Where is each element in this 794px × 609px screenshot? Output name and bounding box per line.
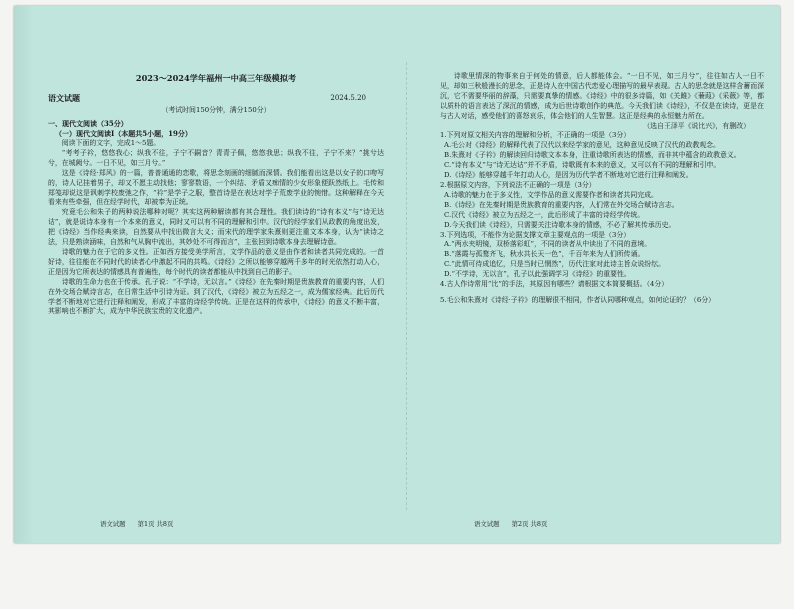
left-page [48, 6, 384, 543]
scanned-exam-sheet [14, 6, 780, 543]
exam-date: 2024.5.20 [330, 94, 366, 102]
answer-option: C.汉代《诗经》被立为五经之一，此后形成了丰富的诗经学传统。 [444, 210, 645, 219]
question-stem: 2.根据原文内容，下列说法不正确的一项是（3分） [440, 180, 596, 189]
question-stem: 5.毛公和朱熹对《诗经·子衿》的理解很不相同，作者认同哪种观点，如何论证的？（6分） [440, 295, 715, 304]
passage-paragraph: 诗歌的生命力也在于传承。孔子说：“不学诗，无以言。”《诗经》在先秦时期是贵族教育的重要内容，人们在外交场合赋诗言志，在日常生活中引诗为证。到了汉代，《诗经》被立为五经之一，成为儒家经典。此后历代学者不断地对它进行注释和阐发，形成了丰富的诗经学传统。正是在这样的传承中，《诗经》的意义不断丰富，其影响也不断扩大，成为中华民族宝贵的文化遗产。 [48, 277, 384, 316]
passage-paragraph: 诗歌的魅力在于它的多义性。正如西方接受美学所言，文学作品的意义是由作者和读者共同完成的。一首好诗，往往能在不同时代的读者心中激起不同的共鸣。《诗经》之所以能够穿越两千多年的时光依然打动人心，正是因为它所表达的情感具有普遍性，每个时代的读者都能从中找到自己的影子。 [48, 247, 384, 276]
page-fold-shadow [14, 6, 34, 543]
answer-option: A.毛公对《诗经》的解释代表了汉代以来经学家的意见，这种意见反映了汉代的政教观念。 [444, 141, 720, 150]
question-stem: 4.古人作诗常用“比”的手法，其原因有哪些？请根据文本简要概括。（4分） [440, 280, 669, 289]
answer-option: A.“两水夹明镜，双桥落彩虹”，不同的读者从中读出了不同的意境。 [444, 240, 652, 249]
subject-title: 语文试题 [48, 93, 80, 103]
answer-option: B.朱熹对《子衿》的解读回归诗歌文本本身，注重诗歌所表达的情感，而非其中蕴含的政教意义。 [444, 151, 741, 160]
footer-label: 语文试题 [474, 520, 500, 528]
exam-info: （考试时间150分钟，满分150分） [161, 106, 271, 114]
left-page-footer [100, 520, 183, 529]
passage-paragraph: 这是《诗经·郑风》的一篇，普普通通的恋歌，将思念刻画的细腻而深情。我们能看出这是以女子的口吻写的，诗人记挂着男子，却又不愿主动找他；寥寥数语，一个纠结、矛盾又痴情的少女形象便跃然纸上。毛传和郑笺却说这是讽刺学校废弛之作，“衿”是学子之服，整首诗是在表达对学子荒废学业的惋惜。这种解释在今天看来有些牵强，但在经学时代，却被奉为正统。 [48, 168, 384, 207]
question-stem: 3.下列选项，不能作为论据支撑文章主要观点的一项是（3分） [440, 230, 631, 239]
answer-option: C.“此情可待成追忆，只是当时已惘然”，历代注家对此诗主旨众说纷纭。 [444, 260, 665, 269]
answer-option: C.“诗有本义”与“诗无达诂”并不矛盾，诗歌既有本来的意义，又可以有不同的理解和引申。 [444, 161, 721, 170]
passage-paragraph: 究竟毛公和朱子的两种说法哪种对呢？其实这两种解读都有其合理性。我们读诗的“诗有本义”与“诗无达诂”，就是说诗本身有一个本来的意义，同时又可以有不同的理解和引申。汉代的经学家们从政教的角度出发，把《诗经》当作经典来读，自然要从中找出微言大义；而宋代的理学家朱熹则更注重文本本身，认为“读诗之法，只是熟读涵味，自然和气从胸中流出，其妙处不可得而言”，主张回到诗歌本身去理解诗意。 [48, 208, 384, 247]
passage-paragraph: “考考子衿，悠悠我心；纵我不往，子宁不嗣音？青青子佩，悠悠我思；纵我不往，子宁不来？”挑兮达兮，在城阙兮。一日不见，如三月兮。” [48, 148, 384, 167]
footer-label: 语文试题 [100, 520, 126, 528]
exam-subtitle [48, 92, 384, 104]
right-page [440, 6, 764, 609]
answer-option: A.诗歌的魅力在于多义性，文学作品的意义需要作者和读者共同完成。 [444, 190, 658, 199]
page-divider [406, 62, 407, 510]
answer-option: D.《诗经》能够穿越千年打动人心，是因为历代学者不断地对它进行注释和阐发。 [444, 171, 693, 180]
answer-option: D.“不学诗，无以言”，孔子以此强调学习《诗经》的重要性。 [444, 270, 631, 279]
footer-page-number: 第2页 共8页 [511, 520, 548, 528]
answer-option: B.《诗经》在先秦时期是贵族教育的重要内容，人们常在外交场合赋诗言志。 [444, 200, 679, 209]
subsection-heading: （一）现代文阅读Ⅰ（本题共5小题，19分） [55, 129, 192, 138]
section-heading: 一、现代文阅读（35分） [48, 119, 128, 128]
right-page-footer [474, 520, 557, 529]
passage-source: （选自王泽平《说比兴》，有删改） [643, 121, 750, 130]
answer-option: D.今天我们读《诗经》，只需要关注诗歌本身的情感，不必了解其传承历史。 [444, 220, 676, 229]
exam-title: 2023～2024学年福州一中高三年级模拟考 [135, 73, 297, 83]
instruction: 阅读下面的文字，完成1～5题。 [61, 139, 161, 147]
answer-option: B.“落霞与孤鹜齐飞，秋水共长天一色”，千百年来为人们所传诵。 [444, 250, 645, 259]
question-stem: 1.下列对原文相关内容的理解和分析，不正确的一项是（3分） [440, 131, 631, 140]
passage-paragraph: 诗歌里情深的物事来自于何处的情意，后人都能体会。“一日不见，如三月兮”，往往如古人一日不见，却如三秋般漫长的思念，正是诗人在中国古代恋爱心理描写的最早表现。古人的思念就是这样含蓄而深沉，它不需要华丽的辞藻，只需要真挚的情感。《诗经》中的很多诗篇，如《关雎》《蒹葭》《采薇》等，都以质朴的语言表达了深沉的情感，成为后世诗歌创作的典范。今天我们读《诗经》，不仅是在读诗，更是在与古人对话，感受他们的喜怒哀乐，体会他们的人生智慧。这正是经典的永恒魅力所在。 [440, 72, 764, 120]
footer-page-number: 第1页 共8页 [137, 520, 174, 528]
